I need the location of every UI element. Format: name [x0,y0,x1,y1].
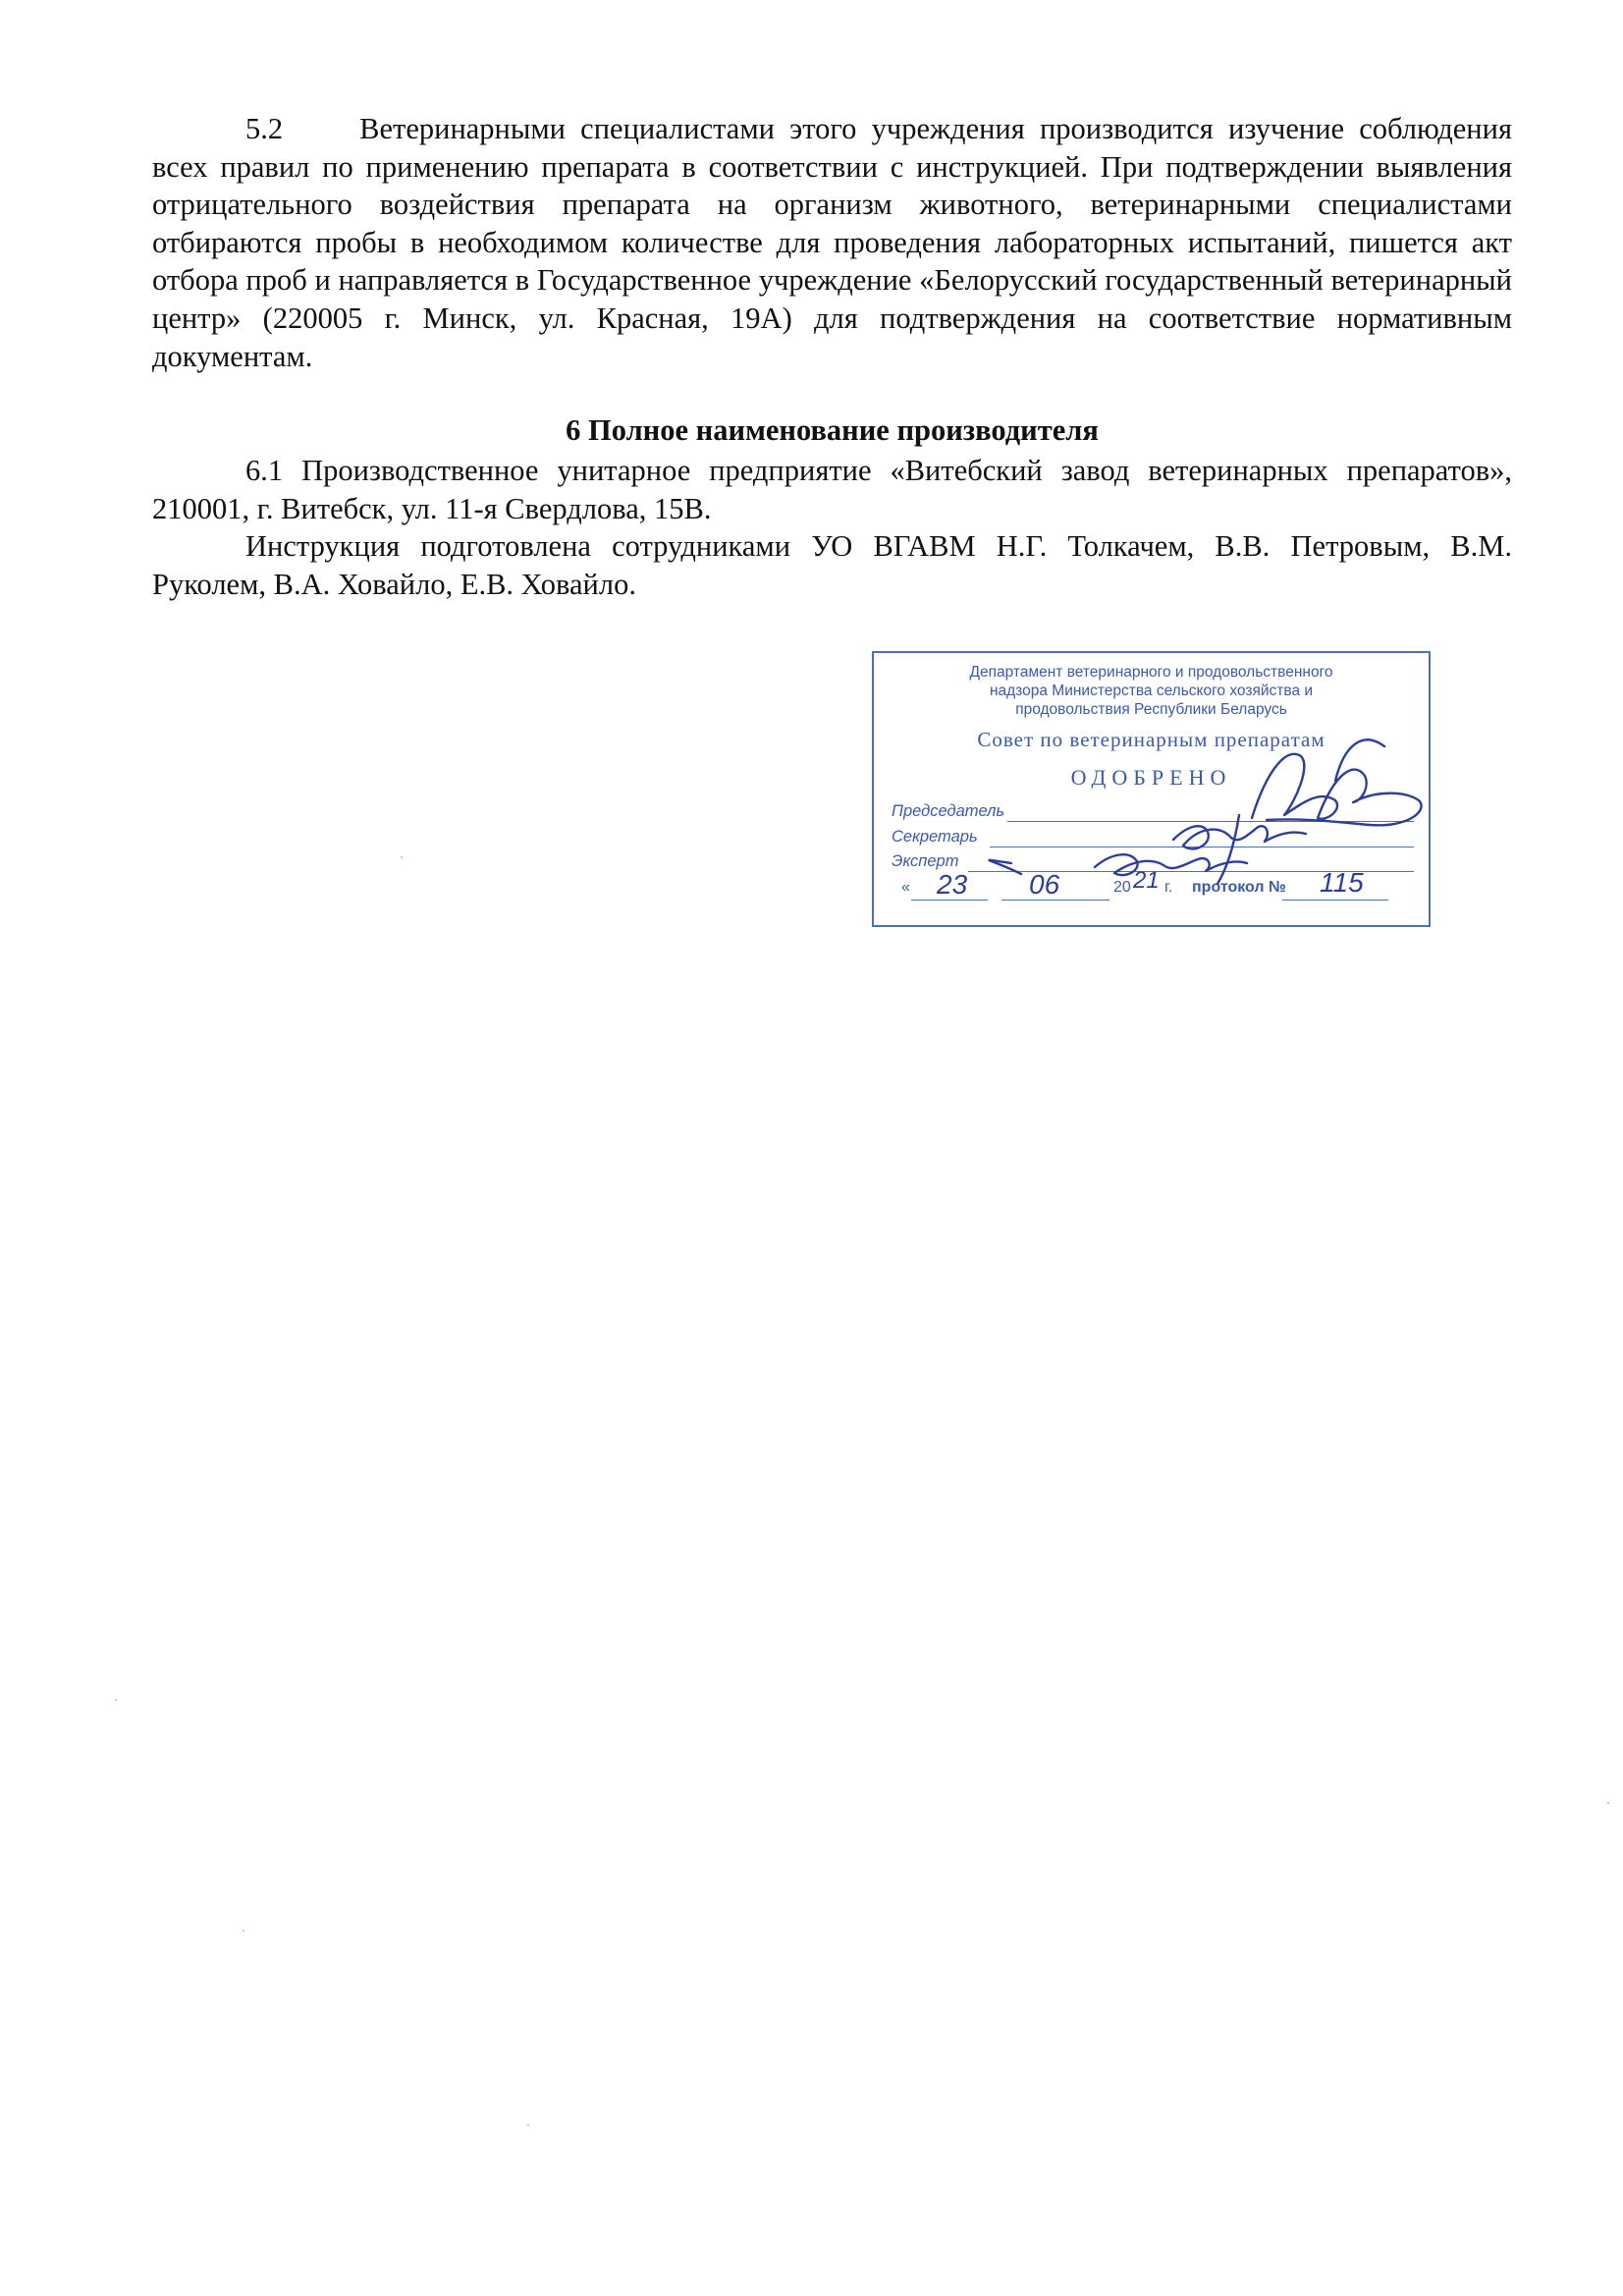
scan-speck [243,1930,244,1932]
instruction-prepared-paragraph: Инструкция подготовлена сотрудниками УО ВГАВМ Н.Г. Толкачем, В.В. Петровым, В.М. Руколем, В.А. Ховайло, Е.В. Ховайло. [152,529,1512,601]
stamp-date-row [892,867,1422,906]
stamp-protocol-number: 115 [1320,867,1364,898]
stamp-department-line-1: Департамент ветеринарного и продовольственного [969,664,1333,681]
approval-stamp [872,651,1431,927]
paragraph-5-2 [152,110,1512,375]
stamp-date-year-prefix: 20 [1113,879,1131,896]
paragraph-number: 6.1 [245,454,284,487]
stamp-chairman-label: Председатель [892,802,1005,820]
stamp-date-year: 21 [1133,867,1160,894]
stamp-secretary-label: Секретарь [892,828,978,846]
stamp-date-month: 06 [1029,869,1060,900]
stamp-expert-label: Эксперт [892,852,959,870]
stamp-approved-label: ОДОБРЕНО [1070,765,1232,790]
stamp-date-open-quote: « [901,879,910,896]
stamp-council-title: Совет по ветеринарным препаратам [977,728,1325,751]
scan-speck [401,856,403,858]
scan-speck [1607,1802,1609,1804]
stamp-date-day: 23 [937,869,968,900]
stamp-department-line-2: надзора Министерства сельского хозяйства и [989,683,1314,699]
stamp-date-year-unit: г. [1164,879,1173,896]
stamp-department-line-3: продовольствия Республики Беларусь [1015,701,1287,718]
paragraph-number: 5.2 [245,112,284,145]
stamp-chairman-line [1007,821,1414,822]
paragraph-6-1 [152,452,1512,527]
paragraph-text: Ветеринарными специалистами этого учреждения производится изучение соблюдения всех правил по применению препарата в соответствии с инструкцией. При подтверждении выявления отрицательного воздействия препарата на организм животного, ветеринарными специалистами отбираются пробы в необходимом количестве для проведения лабораторных испытаний, пишется акт отбора проб и направляется в Государственное учреждение «Белорусский государственный ветеринарный центр» (220005 г. Минск, ул. Красная, 19А) для подтверждения на соответствие нормативным документам. [152,112,1512,373]
scan-speck [527,2124,529,2126]
stamp-protocol-label: протокол № [1192,879,1286,896]
scan-speck [115,1699,117,1701]
paragraph-text: Производственное унитарное предприятие «Витебский завод ветеринарных препаратов», 210001, г. Витебск, ул. 11-я Свердлова, 15В. [152,454,1513,525]
section-heading: 6 Полное наименование производителя [566,413,1099,447]
